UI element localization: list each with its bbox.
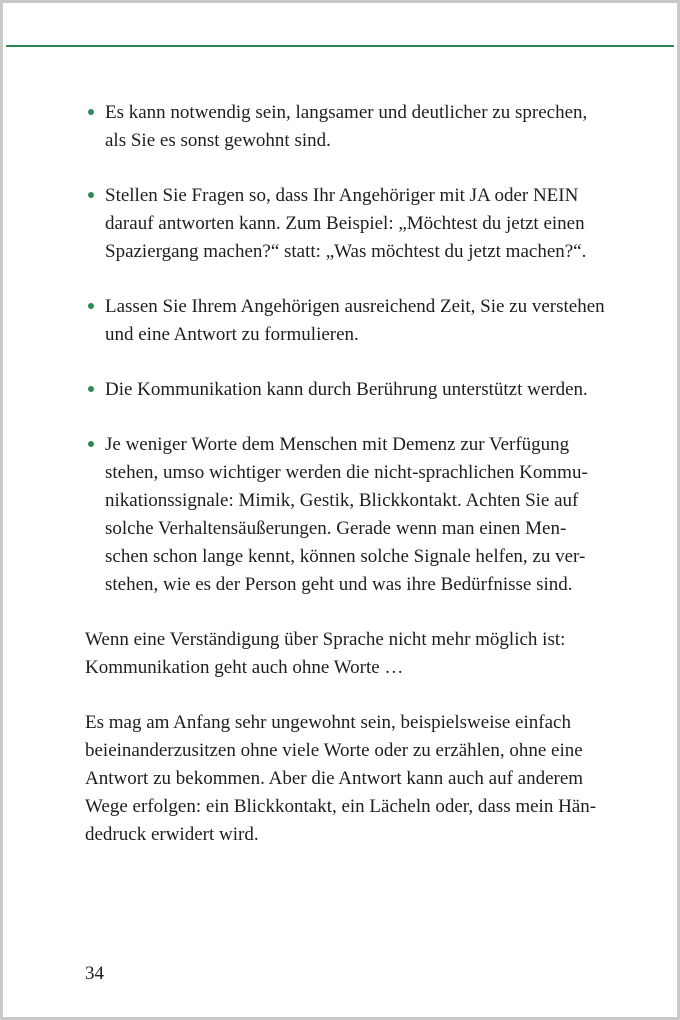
bullet-dot-icon xyxy=(88,386,94,392)
paragraph xyxy=(85,709,625,849)
bullet-text xyxy=(105,431,625,599)
header-rule xyxy=(6,45,674,47)
text-line: Spaziergang machen?“ statt: „Was möchtest du jetzt machen?“. xyxy=(105,241,587,262)
text-line: stehen, wie es der Person geht und was ihre Bedürfnisse sind. xyxy=(105,574,573,595)
page-number: 34 xyxy=(85,963,104,984)
text-line: nikationssignale: Mimik, Gestik, Blickkontakt. Achten Sie auf xyxy=(105,490,579,511)
bullet-text xyxy=(105,376,625,404)
text-line: darauf antworten kann. Zum Beispiel: „Möchtest du jetzt einen xyxy=(105,213,585,234)
paragraph xyxy=(85,626,625,682)
text-line: dedruck erwidert wird. xyxy=(85,824,259,845)
text-line: solche Verhaltensäußerungen. Gerade wenn man einen Men- xyxy=(105,518,567,539)
page-content xyxy=(85,99,625,876)
bullet-text xyxy=(105,99,625,155)
bullet-dot-icon xyxy=(88,441,94,447)
text-line: Kommunikation geht auch ohne Worte … xyxy=(85,657,404,678)
bullet-text xyxy=(105,182,625,266)
text-line: Stellen Sie Fragen so, dass Ihr Angehöriger mit JA oder NEIN xyxy=(105,185,579,206)
text-line: Lassen Sie Ihrem Angehörigen ausreichend Zeit, Sie zu verstehen xyxy=(105,296,605,317)
text-line: Wege erfolgen: ein Blickkontakt, ein Lächeln oder, dass mein Hän- xyxy=(85,796,597,817)
text-line: Es kann notwendig sein, langsamer und deutlicher zu sprechen, xyxy=(105,102,588,123)
bullet-list xyxy=(85,99,625,599)
text-line: Je weniger Worte dem Menschen mit Demenz zur Verfügung xyxy=(105,434,570,455)
bullet-dot-icon xyxy=(88,303,94,309)
text-line: als Sie es sonst gewohnt sind. xyxy=(105,130,331,151)
bullet-item xyxy=(85,376,625,404)
text-line: schen schon lange kennt, können solche Signale helfen, zu ver- xyxy=(105,546,586,567)
bullet-dot-icon xyxy=(88,192,94,198)
bullet-item xyxy=(85,99,625,155)
text-line: Wenn eine Verständigung über Sprache nicht mehr möglich ist: xyxy=(85,629,566,650)
text-line: Die Kommunikation kann durch Berührung unterstützt werden. xyxy=(105,379,588,400)
bullet-dot-icon xyxy=(88,109,94,115)
text-line: und eine Antwort zu formulieren. xyxy=(105,324,359,345)
text-line: Antwort zu bekommen. Aber die Antwort kann auch auf anderem xyxy=(85,768,584,789)
text-line: beieinanderzusitzen ohne viele Worte oder zu erzählen, ohne eine xyxy=(85,740,583,761)
bullet-item xyxy=(85,293,625,349)
bullet-text xyxy=(105,293,625,349)
text-line: stehen, umso wichtiger werden die nicht-sprachlichen Kommu- xyxy=(105,462,588,483)
text-line: Es mag am Anfang sehr ungewohnt sein, beispielsweise einfach xyxy=(85,712,571,733)
bullet-item xyxy=(85,431,625,599)
bullet-item xyxy=(85,182,625,266)
